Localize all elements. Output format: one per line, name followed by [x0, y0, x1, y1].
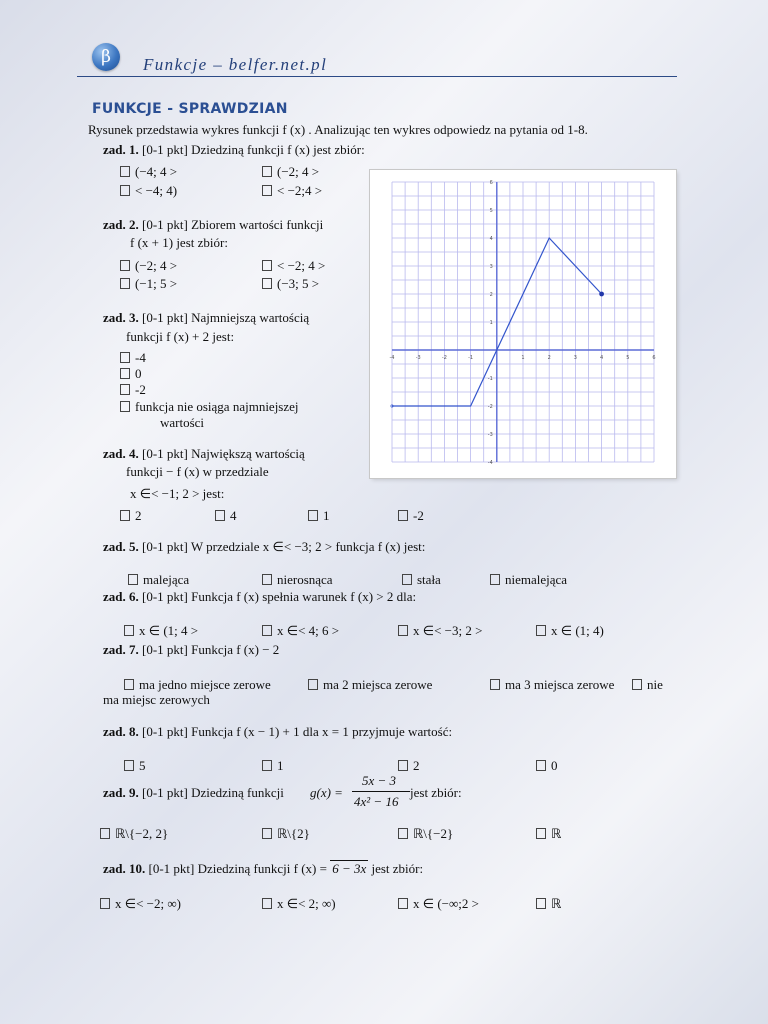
- checkbox-icon[interactable]: [120, 278, 130, 289]
- question-label: zad. 10.: [103, 861, 146, 876]
- y-tick-label: -2: [487, 404, 493, 410]
- question-label: zad. 1.: [103, 142, 139, 157]
- question-text: [0-1 pkt] Dziedziną funkcji f (x) =: [148, 861, 327, 876]
- q5-option-a[interactable]: malejąca: [128, 572, 189, 588]
- question-6: [103, 589, 416, 605]
- q9-option-c[interactable]: ℝ\{−2}: [398, 826, 453, 842]
- q9-option-b[interactable]: ℝ\{2}: [262, 826, 310, 842]
- function-graph-frame: [370, 170, 676, 478]
- y-tick-label: 1: [489, 320, 493, 326]
- checkbox-icon[interactable]: [398, 625, 408, 636]
- x-tick-label: -3: [415, 355, 421, 361]
- question-text: [0-1 pkt] Zbiorem wartości funkcji: [142, 217, 324, 232]
- checkbox-icon[interactable]: [398, 898, 408, 909]
- y-tick-label: -4: [487, 460, 493, 466]
- question-8: [103, 724, 452, 740]
- q6-option-d[interactable]: x ∈ (1; 4): [536, 623, 604, 639]
- q7-option-c[interactable]: ma 3 miejsca zerowe: [490, 677, 614, 693]
- question-text: [0-1 pkt] Dziedziną funkcji f (x) jest zbiór:: [142, 142, 365, 157]
- checkbox-icon[interactable]: [308, 510, 318, 521]
- q2-option-a[interactable]: (−2; 4 >: [120, 258, 177, 274]
- question-label: zad. 8.: [103, 724, 139, 739]
- question-text: [0-1 pkt] Dziedziną funkcji: [142, 785, 284, 800]
- checkbox-icon[interactable]: [124, 760, 134, 771]
- checkbox-icon[interactable]: [536, 760, 546, 771]
- q7-option-a[interactable]: ma jedno miejsce zerowe: [124, 677, 271, 693]
- checkbox-icon[interactable]: [120, 352, 130, 363]
- question-4: [103, 446, 305, 462]
- checkbox-icon[interactable]: [262, 278, 272, 289]
- q9-fraction-numerator: 5x − 3: [362, 773, 397, 788]
- question-4-line2: funkcji − f (x) w przedziale: [126, 464, 269, 479]
- question-4-line3: x ∈< −1; 2 > jest:: [130, 486, 225, 501]
- q8-option-c[interactable]: 2: [398, 758, 420, 774]
- checkbox-icon[interactable]: [308, 679, 318, 690]
- checkbox-icon[interactable]: [262, 260, 272, 271]
- q8-option-d[interactable]: 0: [536, 758, 558, 774]
- question-label: zad. 9.: [103, 785, 139, 800]
- q3-option-d[interactable]: funkcja nie osiąga najmniejszej: [120, 399, 299, 415]
- y-tick-label: -3: [487, 432, 493, 438]
- question-7: [103, 642, 279, 658]
- question-2: [103, 217, 323, 233]
- checkbox-icon[interactable]: [490, 574, 500, 585]
- q3-option-c[interactable]: -2: [120, 382, 146, 398]
- question-label: zad. 4.: [103, 446, 139, 461]
- question-text: [0-1 pkt] Funkcja f (x − 1) + 1 dla x = 1 przyjmuje wartość:: [142, 724, 453, 739]
- q5-option-d[interactable]: niemalejąca: [490, 572, 567, 588]
- q5-option-b[interactable]: nierosnąca: [262, 572, 333, 588]
- logo-letter: β: [101, 47, 111, 67]
- checkbox-icon[interactable]: [402, 574, 412, 585]
- checkbox-icon[interactable]: [215, 510, 225, 521]
- question-10-tail: jest zbiór:: [368, 861, 424, 876]
- y-tick-label: 3: [489, 264, 493, 270]
- question-2-line2: f (x + 1) jest zbiór:: [130, 235, 228, 250]
- x-tick-label: -1: [468, 355, 474, 361]
- checkbox-icon[interactable]: [632, 679, 642, 690]
- y-tick-label: 5: [489, 208, 493, 214]
- question-9: [103, 785, 284, 801]
- q1-option-c[interactable]: < −4; 4): [120, 183, 177, 199]
- q7-option-b[interactable]: ma 2 miejsca zerowe: [308, 677, 432, 693]
- function-graph: [370, 170, 676, 478]
- q1-option-d[interactable]: < −2;4 >: [262, 183, 322, 199]
- checkbox-icon[interactable]: [120, 510, 130, 521]
- checkbox-icon[interactable]: [262, 898, 272, 909]
- question-label: zad. 2.: [103, 217, 139, 232]
- q8-option-b[interactable]: 1: [262, 758, 284, 774]
- question-label: zad. 6.: [103, 589, 139, 604]
- closed-endpoint: [599, 292, 604, 297]
- belfer-logo-icon: [92, 43, 120, 71]
- question-text: [0-1 pkt] Największą wartością: [142, 446, 305, 461]
- q1-option-a[interactable]: (−4; 4 >: [120, 164, 177, 180]
- q9-option-d[interactable]: ℝ: [536, 826, 561, 842]
- q6-option-c[interactable]: x ∈< −3; 2 >: [398, 623, 482, 639]
- checkbox-icon[interactable]: [262, 625, 272, 636]
- checkbox-icon[interactable]: [120, 384, 130, 395]
- q4-option-d[interactable]: -2: [398, 508, 424, 524]
- q2-option-b[interactable]: < −2; 4 >: [262, 258, 325, 274]
- x-tick-label: -2: [441, 355, 447, 361]
- q3-option-d-cont: wartości: [160, 415, 205, 430]
- q9-fraction-denominator: 4x² − 16: [354, 794, 399, 809]
- checkbox-icon[interactable]: [262, 166, 272, 177]
- x-tick-label: 2: [547, 355, 551, 361]
- question-3-line2: funkcji f (x) + 2 jest:: [126, 329, 235, 344]
- x-tick-label: -4: [389, 355, 395, 361]
- checkbox-icon[interactable]: [128, 574, 138, 585]
- question-3: [103, 310, 309, 326]
- q4-option-c[interactable]: 1: [308, 508, 330, 524]
- q10-option-a[interactable]: x ∈< −2; ∞): [100, 896, 181, 912]
- question-label: zad. 3.: [103, 310, 139, 325]
- q8-option-a[interactable]: 5: [124, 758, 146, 774]
- checkbox-icon[interactable]: [124, 679, 134, 690]
- y-tick-label: -1: [487, 376, 493, 382]
- checkbox-icon[interactable]: [398, 828, 408, 839]
- q6-option-b[interactable]: x ∈< 4; 6 >: [262, 623, 339, 639]
- q10-option-b[interactable]: x ∈< 2; ∞): [262, 896, 336, 912]
- y-tick-label: 2: [489, 292, 493, 298]
- checkbox-icon[interactable]: [262, 760, 272, 771]
- intro-text: Rysunek przedstawia wykres funkcji f (x) . Analizując ten wykres odpowiedz na pytania od 1-8.: [88, 122, 588, 137]
- y-tick-label: 4: [489, 236, 493, 242]
- question-text: [0-1 pkt] Funkcja f (x) spełnia warunek f (x) > 2 dla:: [142, 589, 417, 604]
- q10-option-c[interactable]: x ∈ (−∞;2 >: [398, 896, 479, 912]
- q3-option-b[interactable]: 0: [120, 366, 142, 382]
- checkbox-icon[interactable]: [120, 368, 130, 379]
- q9-fraction-bar: [352, 791, 410, 792]
- checkbox-icon[interactable]: [100, 828, 110, 839]
- q4-option-a[interactable]: 2: [120, 508, 142, 524]
- question-1: [103, 142, 365, 158]
- q2-option-c[interactable]: (−1; 5 >: [120, 276, 177, 292]
- checkbox-icon[interactable]: [536, 828, 546, 839]
- question-label: zad. 7.: [103, 642, 139, 657]
- x-tick-label: 4: [600, 355, 604, 361]
- y-tick-label: 6: [489, 180, 493, 186]
- x-tick-label: 1: [521, 355, 525, 361]
- checkbox-icon[interactable]: [536, 625, 546, 636]
- x-tick-label: 3: [573, 355, 577, 361]
- question-text: [0-1 pkt] Najmniejszą wartością: [142, 310, 310, 325]
- checkbox-icon[interactable]: [120, 166, 130, 177]
- checkbox-icon[interactable]: [536, 898, 546, 909]
- checkbox-icon[interactable]: [124, 625, 134, 636]
- q9-option-a[interactable]: ℝ\{−2, 2}: [100, 826, 168, 842]
- x-tick-label: 5: [626, 355, 630, 361]
- q4-option-b[interactable]: 4: [215, 508, 237, 524]
- q10-radicand: 6 − 3x: [332, 861, 367, 876]
- checkbox-icon[interactable]: [490, 679, 500, 690]
- q7-option-d[interactable]: nie: [632, 677, 663, 693]
- checkbox-icon[interactable]: [398, 760, 408, 771]
- q10-option-d[interactable]: ℝ: [536, 896, 561, 912]
- question-text: [0-1 pkt] W przedziale x ∈< −3; 2 > funkcja f (x) jest:: [142, 539, 426, 554]
- checkbox-icon[interactable]: [120, 260, 130, 271]
- checkbox-icon[interactable]: [100, 898, 110, 909]
- checkbox-icon[interactable]: [398, 510, 408, 521]
- q6-option-a[interactable]: x ∈ (1; 4 >: [124, 623, 198, 639]
- x-tick-label: 6: [652, 355, 656, 361]
- q9-function-name: g(x) =: [310, 785, 343, 800]
- question-text: [0-1 pkt] Funkcja f (x) − 2: [142, 642, 280, 657]
- question-9-tail: jest zbiór:: [410, 785, 462, 800]
- checkbox-icon[interactable]: [262, 828, 272, 839]
- q7-option-d-cont: ma miejsc zerowych: [103, 692, 210, 707]
- header-divider: [77, 76, 677, 77]
- question-10: [103, 861, 423, 877]
- checkbox-icon[interactable]: [120, 185, 130, 196]
- q3-option-a[interactable]: -4: [120, 350, 146, 366]
- q2-option-d[interactable]: (−3; 5 >: [262, 276, 319, 292]
- q1-option-b[interactable]: (−2; 4 >: [262, 164, 319, 180]
- q5-option-c[interactable]: stała: [402, 572, 441, 588]
- question-label: zad. 5.: [103, 539, 139, 554]
- checkbox-icon[interactable]: [262, 574, 272, 585]
- checkbox-icon[interactable]: [120, 401, 130, 412]
- checkbox-icon[interactable]: [262, 185, 272, 196]
- question-5: [103, 539, 425, 555]
- page-title: FUNKCJE - SPRAWDZIAN: [92, 101, 288, 117]
- site-title: Funkcje – belfer.net.pl: [143, 55, 328, 74]
